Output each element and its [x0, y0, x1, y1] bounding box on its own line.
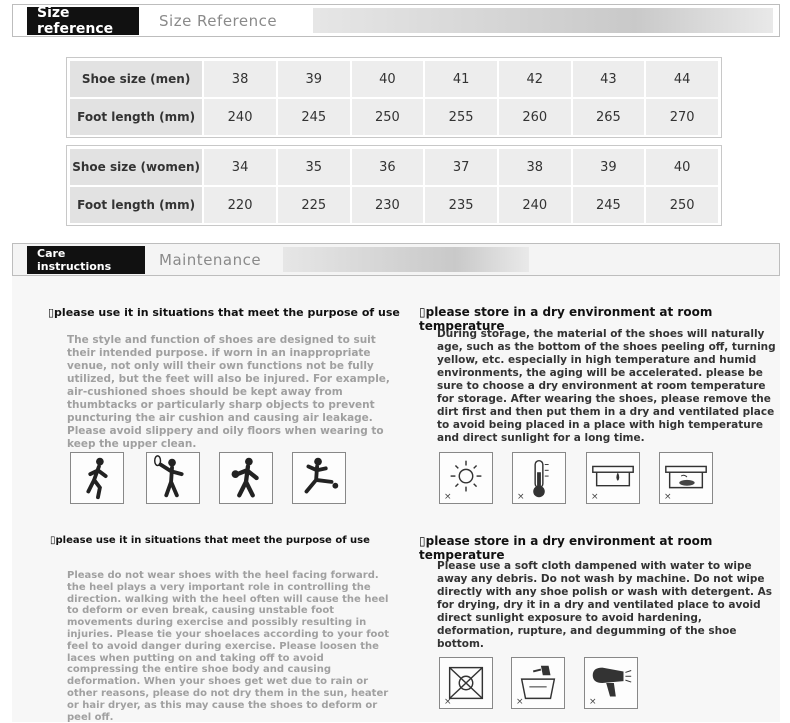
women-length-cell: 250 [645, 186, 719, 224]
care-title-purpose: ▯please use it in situations that meet the purpose of use [48, 306, 400, 319]
care-text-purpose: The style and function of shoes are designed to suit their intended purpose. if worn in an inappropriate venue, not only will their own functions not be fully utilized, but the feet will also be injured. For example, air-cushioned shoes should be kept away from thumbtacks or particularly sharp objects to prevent puncturing the air cushion and causing air leakage. Please avoid slippery and oily floors when wearing to keep the upper clean. [67, 334, 390, 450]
men-size-cell: 38 [203, 60, 277, 98]
men-size-cell: 39 [277, 60, 351, 98]
x-mark: × [444, 492, 452, 502]
care-title-storage-2: ▯please store in a dry environment at room temperature [419, 534, 713, 562]
basketball-player-icon [219, 452, 273, 504]
men-length-cell: 260 [498, 98, 572, 136]
men-size-row [69, 60, 719, 98]
women-length-cell: 235 [424, 186, 498, 224]
care-instructions-header [12, 243, 780, 276]
size-reference-header [12, 4, 780, 37]
x-mark: × [589, 697, 597, 707]
men-length-cell: 250 [351, 98, 425, 136]
men-size-cell: 42 [498, 60, 572, 98]
care-text-cleaning: Please use a soft cloth dampened with water to wipe away any debris. Do not wash by machine. Do not wipe directly with any shoe polish or wash with detergent. As for drying, dry it in a dry and ventilated place to avoid direct sunlight exposure to avoid hardening, deformation, rupture, and degumming of the shoe bottom. [437, 560, 773, 650]
men-size-cell: 43 [572, 60, 646, 98]
header-gradient-bar [313, 8, 773, 33]
care-title-storage: ▯please store in a dry environment at room temperature [419, 305, 713, 333]
x-mark: × [444, 697, 452, 707]
x-mark: × [591, 492, 599, 502]
x-mark: × [664, 492, 672, 502]
size-reference-tag: Size reference [27, 7, 139, 35]
no-wash-icon [439, 657, 493, 709]
women-size-label: Shoe size (women) [69, 148, 203, 186]
women-size-cell: 35 [277, 148, 351, 186]
women-size-table [68, 147, 720, 225]
size-reference-subtitle: Size Reference [159, 11, 278, 30]
women-size-cell: 34 [203, 148, 277, 186]
women-length-cell: 230 [351, 186, 425, 224]
care-instructions-tag: Care instructions [27, 246, 145, 274]
men-size-label: Shoe size (men) [69, 60, 203, 98]
men-length-cell: 265 [572, 98, 646, 136]
care-text-heel: Please do not wear shoes with the heel facing forward. the heel plays a very important role in controlling the direction. walking with the heel often will cause the heel to deform or even break, causing unstable foot movements during exercise and possibly resulting in injuries. Please tie your shoelaces according to your foot feel to avoid danger during exercise. Please loosen the laces when putting on and taking off to avoid compressing the entire shoe body and causing deformation. When your shoes get wet due to rain or other reasons, please do not dry them in the sun, heater or hair dryer, as this may cause the shoes to deform or peel off. [67, 570, 390, 723]
women-size-cell: 36 [351, 148, 425, 186]
kicking-player-icon [292, 452, 346, 504]
women-size-cell: 37 [424, 148, 498, 186]
care-title-purpose-2: ▯please use it in situations that meet the purpose of use [50, 535, 370, 546]
men-size-cell: 44 [645, 60, 719, 98]
women-length-cell: 245 [572, 186, 646, 224]
men-length-cell: 270 [645, 98, 719, 136]
x-mark: × [517, 492, 525, 502]
men-length-cell: 245 [277, 98, 351, 136]
header-gradient-bar [283, 247, 529, 272]
women-length-label: Foot length (mm) [69, 186, 203, 224]
runner-icon [70, 452, 124, 504]
men-length-row [69, 98, 719, 136]
men-length-cell: 255 [424, 98, 498, 136]
women-size-cell: 39 [572, 148, 646, 186]
no-hair-dryer-icon [584, 657, 638, 709]
women-length-cell: 225 [277, 186, 351, 224]
water-drop-box-icon [586, 452, 640, 504]
men-size-table [68, 59, 720, 137]
care-text-storage: During storage, the material of the shoes will naturally age, such as the bottom of the shoes peeling off, turning yellow, etc. especially in high temperature and humid environments, the aging will be accelerated. please be sure to choose a dry environment at room temperature for storage. After wearing the shoes, please remove the dirt first and then put them in a dry and ventilated place to avoid being placed in a place with high temperature and direct sunlight for a long time. [437, 328, 776, 444]
sun-icon [439, 452, 493, 504]
men-size-cell: 40 [351, 60, 425, 98]
men-length-cell: 240 [203, 98, 277, 136]
women-length-cell: 240 [498, 186, 572, 224]
racket-player-icon [146, 452, 200, 504]
men-size-cell: 41 [424, 60, 498, 98]
women-size-cell: 40 [645, 148, 719, 186]
x-mark: × [516, 697, 524, 707]
thermometer-icon [512, 452, 566, 504]
women-length-cell: 220 [203, 186, 277, 224]
women-length-row [69, 186, 719, 224]
no-detergent-icon [511, 657, 565, 709]
maintenance-subtitle: Maintenance [159, 250, 262, 269]
women-size-cell: 38 [498, 148, 572, 186]
wet-box-icon [659, 452, 713, 504]
women-size-row [69, 148, 719, 186]
men-length-label: Foot length (mm) [69, 98, 203, 136]
